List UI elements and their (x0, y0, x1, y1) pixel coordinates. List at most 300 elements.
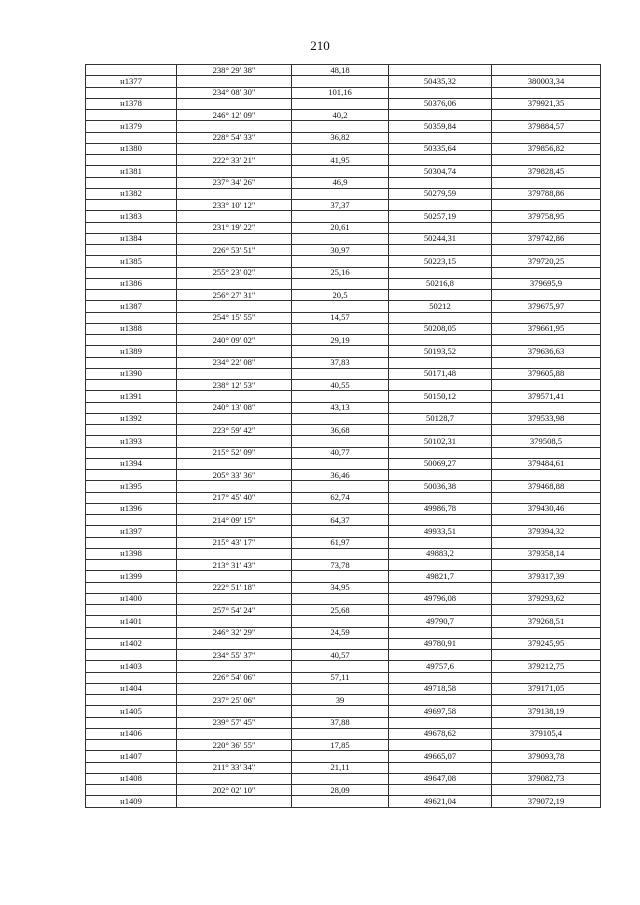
point-row (86, 616, 601, 628)
length-cell: 40,2 (292, 110, 389, 121)
length-cell: 37,83 (292, 357, 389, 368)
y-coordinate-cell (492, 537, 601, 548)
x-coordinate-cell: 50435,32 (389, 76, 492, 88)
angle-cell (177, 256, 292, 268)
point-name-cell: н1394 (86, 458, 177, 470)
segment-row (86, 110, 601, 121)
point-name-cell: н1408 (86, 773, 177, 785)
point-name-cell (86, 627, 177, 638)
angle-cell: 226° 54' 06" (177, 672, 292, 683)
angle-cell: 237° 25' 06" (177, 695, 292, 706)
x-coordinate-cell: 49986,78 (389, 503, 492, 515)
angle-cell: 238° 12' 53" (177, 380, 292, 391)
coordinates-table (85, 64, 601, 808)
angle-cell (177, 391, 292, 403)
point-name-cell: н1405 (86, 706, 177, 718)
point-row (86, 503, 601, 515)
point-row (86, 481, 601, 493)
point-name-cell: н1386 (86, 278, 177, 290)
angle-cell (177, 301, 292, 313)
point-row (86, 323, 601, 335)
angle-cell: 205° 33' 36" (177, 470, 292, 481)
x-coordinate-cell (389, 627, 492, 638)
point-name-cell (86, 582, 177, 593)
segment-row (86, 290, 601, 301)
angle-cell (177, 121, 292, 133)
point-name-cell (86, 65, 177, 76)
length-cell (292, 391, 389, 403)
length-cell (292, 571, 389, 583)
x-coordinate-cell: 49796,08 (389, 593, 492, 605)
length-cell (292, 278, 389, 290)
length-cell: 30,97 (292, 245, 389, 256)
point-name-cell: н1395 (86, 481, 177, 493)
point-row (86, 346, 601, 358)
point-row (86, 773, 601, 785)
y-coordinate-cell (492, 492, 601, 503)
x-coordinate-cell: 49665,07 (389, 751, 492, 763)
angle-cell: 231° 19' 22" (177, 222, 292, 233)
segment-row (86, 335, 601, 346)
y-coordinate-cell: 379082,73 (492, 773, 601, 785)
segment-row (86, 537, 601, 548)
length-cell (292, 256, 389, 268)
y-coordinate-cell (492, 357, 601, 368)
length-cell (292, 121, 389, 133)
y-coordinate-cell (492, 402, 601, 413)
point-row (86, 233, 601, 245)
y-coordinate-cell (492, 650, 601, 661)
x-coordinate-cell: 49883,2 (389, 548, 492, 560)
point-name-cell: н1384 (86, 233, 177, 245)
segment-row (86, 402, 601, 413)
angle-cell: 214° 09' 15" (177, 515, 292, 526)
length-cell: 37,88 (292, 717, 389, 728)
y-coordinate-cell: 379675,97 (492, 301, 601, 313)
angle-cell: 220° 36' 55" (177, 740, 292, 751)
x-coordinate-cell (389, 65, 492, 76)
y-coordinate-cell: 379636,63 (492, 346, 601, 358)
y-coordinate-cell: 379720,25 (492, 256, 601, 268)
angle-cell: 213° 31' 43" (177, 560, 292, 571)
point-name-cell: н1397 (86, 526, 177, 538)
segment-row (86, 245, 601, 256)
x-coordinate-cell: 50216,8 (389, 278, 492, 290)
angle-cell (177, 751, 292, 763)
angle-cell: 228° 54' 33" (177, 132, 292, 143)
angle-cell (177, 796, 292, 808)
x-coordinate-cell (389, 470, 492, 481)
angle-cell (177, 571, 292, 583)
segment-row (86, 740, 601, 751)
angle-cell: 246° 32' 29" (177, 627, 292, 638)
y-coordinate-cell: 379921,35 (492, 98, 601, 110)
length-cell (292, 751, 389, 763)
y-coordinate-cell: 379468,88 (492, 481, 601, 493)
y-coordinate-cell (492, 110, 601, 121)
length-cell (292, 188, 389, 200)
length-cell (292, 593, 389, 605)
x-coordinate-cell (389, 695, 492, 706)
length-cell: 36,68 (292, 425, 389, 436)
segment-row (86, 672, 601, 683)
x-coordinate-cell (389, 155, 492, 166)
y-coordinate-cell (492, 470, 601, 481)
point-name-cell (86, 222, 177, 233)
length-cell: 41,95 (292, 155, 389, 166)
length-cell: 36,82 (292, 132, 389, 143)
point-name-cell (86, 740, 177, 751)
point-row (86, 413, 601, 425)
segment-row (86, 582, 601, 593)
y-coordinate-cell (492, 65, 601, 76)
point-row (86, 751, 601, 763)
y-coordinate-cell: 379293,62 (492, 593, 601, 605)
point-name-cell (86, 290, 177, 301)
y-coordinate-cell (492, 290, 601, 301)
y-coordinate-cell: 379212,75 (492, 661, 601, 673)
point-row (86, 391, 601, 403)
x-coordinate-cell: 50257,19 (389, 211, 492, 223)
angle-cell: 211° 33' 34" (177, 762, 292, 773)
length-cell (292, 683, 389, 695)
x-coordinate-cell: 49790,7 (389, 616, 492, 628)
point-row (86, 301, 601, 313)
segment-row (86, 785, 601, 796)
angle-cell (177, 593, 292, 605)
length-cell: 37,37 (292, 200, 389, 211)
angle-cell (177, 323, 292, 335)
y-coordinate-cell (492, 177, 601, 188)
x-coordinate-cell: 50376,06 (389, 98, 492, 110)
length-cell (292, 458, 389, 470)
point-name-cell: н1396 (86, 503, 177, 515)
point-row (86, 436, 601, 448)
length-cell (292, 526, 389, 538)
segment-row (86, 425, 601, 436)
angle-cell: 255° 23' 02" (177, 267, 292, 278)
segment-row (86, 492, 601, 503)
x-coordinate-cell (389, 290, 492, 301)
point-name-cell (86, 650, 177, 661)
x-coordinate-cell: 49718,58 (389, 683, 492, 695)
point-name-cell: н1381 (86, 166, 177, 178)
angle-cell: 226° 53' 51" (177, 245, 292, 256)
length-cell: 20,61 (292, 222, 389, 233)
angle-cell (177, 166, 292, 178)
y-coordinate-cell: 379171,05 (492, 683, 601, 695)
point-name-cell: н1409 (86, 796, 177, 808)
x-coordinate-cell: 49678,62 (389, 728, 492, 740)
y-coordinate-cell: 379394,32 (492, 526, 601, 538)
length-cell (292, 76, 389, 88)
x-coordinate-cell (389, 447, 492, 458)
length-cell (292, 301, 389, 313)
y-coordinate-cell (492, 447, 601, 458)
point-name-cell (86, 515, 177, 526)
length-cell: 101,16 (292, 87, 389, 98)
x-coordinate-cell (389, 560, 492, 571)
y-coordinate-cell (492, 245, 601, 256)
point-name-cell (86, 177, 177, 188)
x-coordinate-cell (389, 650, 492, 661)
length-cell (292, 481, 389, 493)
x-coordinate-cell: 49933,51 (389, 526, 492, 538)
length-cell: 64,37 (292, 515, 389, 526)
segment-row (86, 222, 601, 233)
angle-cell (177, 548, 292, 560)
segment-row (86, 312, 601, 323)
length-cell (292, 323, 389, 335)
x-coordinate-cell (389, 177, 492, 188)
y-coordinate-cell (492, 515, 601, 526)
y-coordinate-cell: 379605,88 (492, 368, 601, 380)
segment-row (86, 650, 601, 661)
length-cell (292, 773, 389, 785)
x-coordinate-cell (389, 425, 492, 436)
point-name-cell: н1385 (86, 256, 177, 268)
point-row (86, 571, 601, 583)
angle-cell (177, 526, 292, 538)
point-name-cell: н1393 (86, 436, 177, 448)
segment-row (86, 87, 601, 98)
point-name-cell (86, 762, 177, 773)
point-row (86, 683, 601, 695)
y-coordinate-cell (492, 312, 601, 323)
length-cell (292, 796, 389, 808)
length-cell: 20,5 (292, 290, 389, 301)
length-cell: 61,97 (292, 537, 389, 548)
y-coordinate-cell (492, 740, 601, 751)
angle-cell: 202° 02' 10" (177, 785, 292, 796)
length-cell (292, 166, 389, 178)
y-coordinate-cell: 379884,57 (492, 121, 601, 133)
point-row (86, 638, 601, 650)
y-coordinate-cell: 379093,78 (492, 751, 601, 763)
angle-cell: 234° 22' 08" (177, 357, 292, 368)
point-name-cell: н1388 (86, 323, 177, 335)
x-coordinate-cell: 50150,12 (389, 391, 492, 403)
y-coordinate-cell (492, 785, 601, 796)
x-coordinate-cell: 50304,74 (389, 166, 492, 178)
angle-cell (177, 188, 292, 200)
y-coordinate-cell (492, 267, 601, 278)
length-cell (292, 413, 389, 425)
length-cell: 57,11 (292, 672, 389, 683)
length-cell: 24,59 (292, 627, 389, 638)
x-coordinate-cell: 49780,91 (389, 638, 492, 650)
x-coordinate-cell: 50212 (389, 301, 492, 313)
y-coordinate-cell: 379358,14 (492, 548, 601, 560)
x-coordinate-cell: 50208,05 (389, 323, 492, 335)
angle-cell: 238° 29' 38" (177, 65, 292, 76)
segment-row (86, 515, 601, 526)
y-coordinate-cell: 379695,9 (492, 278, 601, 290)
point-name-cell (86, 672, 177, 683)
angle-cell (177, 278, 292, 290)
point-name-cell: н1401 (86, 616, 177, 628)
angle-cell: 222° 33' 21" (177, 155, 292, 166)
angle-cell: 234° 08' 30" (177, 87, 292, 98)
x-coordinate-cell (389, 245, 492, 256)
point-name-cell: н1390 (86, 368, 177, 380)
angle-cell (177, 458, 292, 470)
point-name-cell (86, 380, 177, 391)
length-cell: 25,16 (292, 267, 389, 278)
point-name-cell: н1379 (86, 121, 177, 133)
x-coordinate-cell: 50223,15 (389, 256, 492, 268)
point-name-cell (86, 402, 177, 413)
point-row (86, 188, 601, 200)
length-cell: 25,68 (292, 605, 389, 616)
angle-cell (177, 773, 292, 785)
length-cell: 62,74 (292, 492, 389, 503)
coordinates-table-body (86, 65, 601, 808)
point-name-cell (86, 312, 177, 323)
y-coordinate-cell: 379661,95 (492, 323, 601, 335)
y-coordinate-cell (492, 155, 601, 166)
x-coordinate-cell (389, 267, 492, 278)
segment-row (86, 200, 601, 211)
length-cell: 28,09 (292, 785, 389, 796)
x-coordinate-cell (389, 222, 492, 233)
point-name-cell (86, 785, 177, 796)
length-cell (292, 661, 389, 673)
point-name-cell (86, 155, 177, 166)
point-name-cell: н1377 (86, 76, 177, 88)
segment-row (86, 627, 601, 638)
angle-cell: 257° 54' 24" (177, 605, 292, 616)
length-cell (292, 503, 389, 515)
x-coordinate-cell: 50359,84 (389, 121, 492, 133)
point-row (86, 458, 601, 470)
x-coordinate-cell (389, 492, 492, 503)
y-coordinate-cell (492, 605, 601, 616)
y-coordinate-cell (492, 582, 601, 593)
point-name-cell (86, 132, 177, 143)
angle-cell (177, 346, 292, 358)
point-name-cell: н1387 (86, 301, 177, 313)
point-name-cell (86, 470, 177, 481)
segment-row (86, 132, 601, 143)
angle-cell (177, 503, 292, 515)
y-coordinate-cell: 379245,95 (492, 638, 601, 650)
x-coordinate-cell: 50171,48 (389, 368, 492, 380)
y-coordinate-cell: 379138,19 (492, 706, 601, 718)
x-coordinate-cell: 50279,59 (389, 188, 492, 200)
point-row (86, 211, 601, 223)
point-name-cell (86, 492, 177, 503)
point-name-cell (86, 357, 177, 368)
y-coordinate-cell (492, 717, 601, 728)
x-coordinate-cell: 50244,31 (389, 233, 492, 245)
point-row (86, 98, 601, 110)
length-cell: 36,46 (292, 470, 389, 481)
angle-cell (177, 143, 292, 155)
point-row (86, 526, 601, 538)
angle-cell: 217° 45' 40" (177, 492, 292, 503)
point-row (86, 728, 601, 740)
point-name-cell: н1389 (86, 346, 177, 358)
segment-row (86, 447, 601, 458)
y-coordinate-cell: 379317,39 (492, 571, 601, 583)
y-coordinate-cell: 380003,34 (492, 76, 601, 88)
angle-cell (177, 413, 292, 425)
y-coordinate-cell (492, 87, 601, 98)
segment-row (86, 560, 601, 571)
y-coordinate-cell: 379571,41 (492, 391, 601, 403)
page-number: 210 (310, 38, 330, 53)
point-name-cell (86, 267, 177, 278)
point-row (86, 143, 601, 155)
y-coordinate-cell (492, 560, 601, 571)
x-coordinate-cell: 49757,6 (389, 661, 492, 673)
length-cell (292, 706, 389, 718)
angle-cell: 237° 34' 26" (177, 177, 292, 188)
length-cell: 21,11 (292, 762, 389, 773)
segment-row (86, 155, 601, 166)
x-coordinate-cell (389, 402, 492, 413)
length-cell: 29,19 (292, 335, 389, 346)
point-name-cell (86, 425, 177, 436)
point-row (86, 76, 601, 88)
point-name-cell (86, 200, 177, 211)
point-name-cell: н1380 (86, 143, 177, 155)
y-coordinate-cell (492, 335, 601, 346)
x-coordinate-cell: 50036,38 (389, 481, 492, 493)
segment-row (86, 357, 601, 368)
x-coordinate-cell: 49647,08 (389, 773, 492, 785)
segment-row (86, 177, 601, 188)
angle-cell (177, 368, 292, 380)
y-coordinate-cell: 379856,82 (492, 143, 601, 155)
point-name-cell: н1407 (86, 751, 177, 763)
x-coordinate-cell (389, 762, 492, 773)
angle-cell (177, 661, 292, 673)
point-row (86, 166, 601, 178)
y-coordinate-cell: 379105,4 (492, 728, 601, 740)
point-name-cell: н1391 (86, 391, 177, 403)
angle-cell (177, 481, 292, 493)
point-row (86, 548, 601, 560)
y-coordinate-cell: 379742,86 (492, 233, 601, 245)
point-name-cell: н1399 (86, 571, 177, 583)
length-cell (292, 638, 389, 650)
length-cell: 46,9 (292, 177, 389, 188)
angle-cell: 233° 10' 12" (177, 200, 292, 211)
x-coordinate-cell: 49621,04 (389, 796, 492, 808)
point-name-cell (86, 245, 177, 256)
point-name-cell: н1404 (86, 683, 177, 695)
point-name-cell: н1378 (86, 98, 177, 110)
x-coordinate-cell (389, 312, 492, 323)
y-coordinate-cell: 379430,46 (492, 503, 601, 515)
angle-cell: 223° 59' 42" (177, 425, 292, 436)
segment-row (86, 605, 601, 616)
x-coordinate-cell (389, 87, 492, 98)
segment-row (86, 65, 601, 76)
angle-cell: 239° 57' 45" (177, 717, 292, 728)
y-coordinate-cell (492, 695, 601, 706)
y-coordinate-cell (492, 425, 601, 436)
x-coordinate-cell (389, 740, 492, 751)
angle-cell: 222° 51' 18" (177, 582, 292, 593)
point-row (86, 368, 601, 380)
length-cell (292, 728, 389, 740)
y-coordinate-cell (492, 627, 601, 638)
x-coordinate-cell (389, 672, 492, 683)
point-name-cell: н1392 (86, 413, 177, 425)
